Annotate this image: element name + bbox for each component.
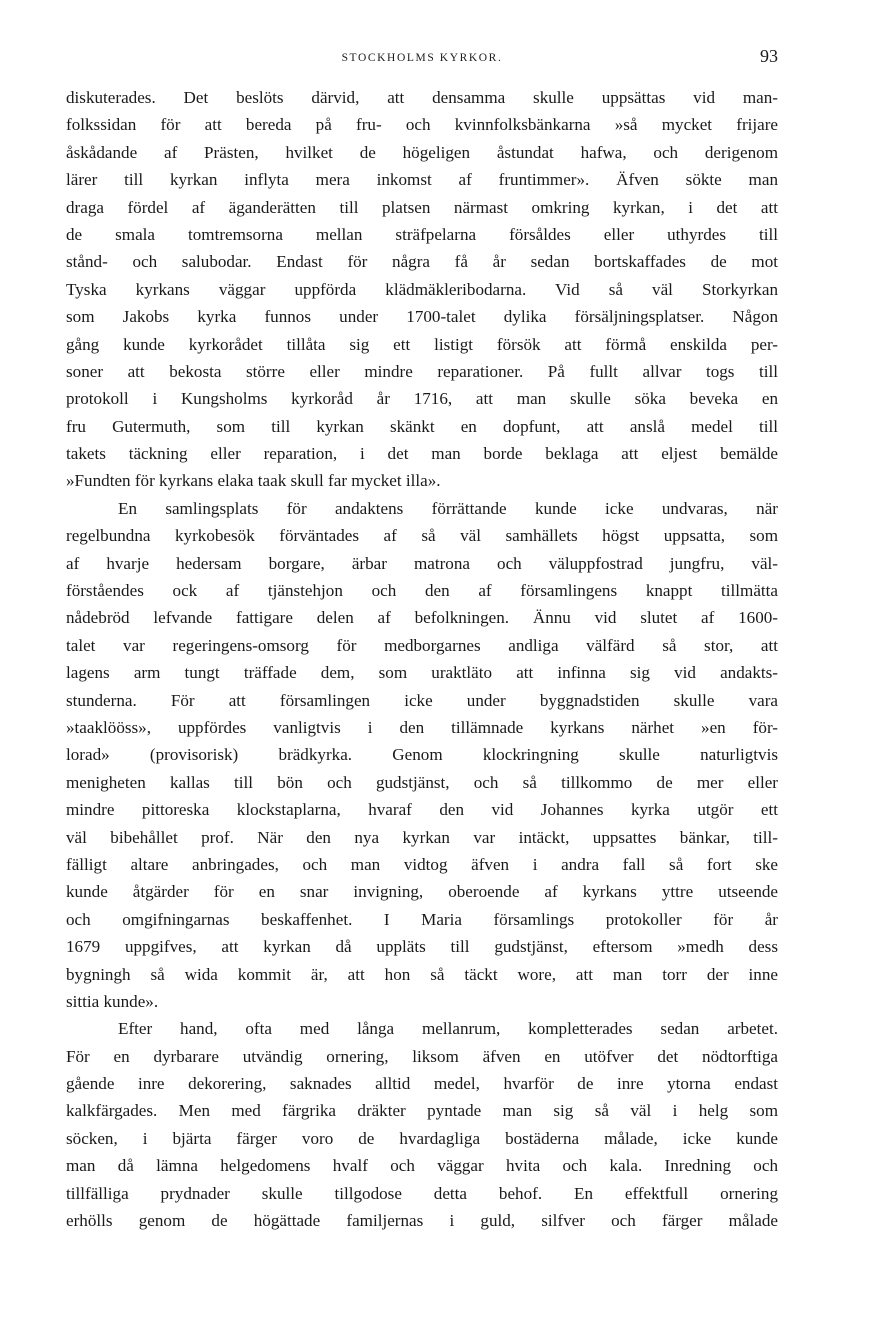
text-line: af hvarje hedersam borgare, ärbar matrona och väluppfostrad jungfru, väl-: [66, 553, 778, 573]
text-line: draga fördel af äganderätten till platsen närmast omkring kyrkan, i det att: [66, 197, 778, 217]
paragraph-start-line: Efter hand, ofta med långa mellanrum, kompletterades sedan arbetet.: [118, 1019, 778, 1039]
paragraph-end-line: sittia kunde».: [66, 991, 159, 1011]
text-line: som Jakobs kyrka funnos under 1700-talet dylika försäljningsplatser. Någon: [66, 307, 778, 327]
text-line: lorad» (provisorisk) brädkyrka. Genom klockringning skulle naturligtvis: [66, 745, 778, 765]
text-line: fru Gutermuth, som till kyrkan skänkt en dopfunt, att anslå medel till: [66, 416, 778, 436]
text-line: talet var regeringens-omsorg för medborgarnes andliga välfärd så stor, att: [66, 635, 778, 655]
text-line: 1679 uppgifves, att kyrkan då uppläts till gudstjänst, eftersom »medh dess: [66, 937, 778, 957]
text-line: stånd- och salubodar. Endast för några få år sedan bortskaffades de mot: [66, 252, 778, 272]
text-line: gång kunde kyrkorådet tillåta sig ett listigt försök att förmå enskilda per-: [66, 334, 778, 354]
text-line: och omgifningarnas beskaffenhet. I Maria församlings protokoller för år: [66, 909, 778, 929]
running-head: STOCKHOLMS KYRKOR.: [341, 52, 503, 64]
text-line: takets täckning eller reparation, i det man borde beklaga att eljest bemälde: [66, 444, 778, 464]
text-line: åskådande af Prästen, hvilket de högeligen åstundat hafwa, och derigenom: [66, 142, 778, 162]
text-line: fälligt altare anbringades, och man vidtog äfven i andra fall så fort ske: [66, 854, 778, 874]
paragraph-start-line: En samlingsplats för andaktens förrättande kunde icke undvaras, när: [118, 498, 778, 518]
text-line: mindre pittoreska klockstaplarna, hvaraf den vid Johannes kyrka utgör ett: [66, 800, 778, 820]
text-line: tillfälliga prydnader skulle tillgodose detta behof. En effektfull ornering: [66, 1183, 778, 1203]
text-line: menigheten kallas till bön och gudstjänst, och så tillkommo de mer eller: [66, 772, 778, 792]
text-line: gående inre dekorering, saknades alltid medel, hvarför de inre ytorna endast: [66, 1074, 778, 1094]
body-text: [66, 84, 778, 1234]
paragraph-end-line: »Fundten för kyrkans elaka taak skull far mycket illa».: [66, 471, 441, 491]
text-line: regelbundna kyrkobesök förväntades af så väl samhällets högst uppsatta, som: [66, 526, 778, 546]
text-line: erhölls genom de högättade familjernas i guld, silfver och färger målade: [66, 1211, 778, 1231]
text-line: diskuterades. Det beslöts därvid, att densamma skulle uppsättas vid man-: [66, 88, 778, 107]
text-line: väl bibehållet prof. När den nya kyrkan var intäckt, uppsattes bänkar, till-: [66, 827, 778, 847]
page-number: 93: [760, 46, 778, 66]
text-line: lagens arm tungt träffade dem, som uraktläto att infinna sig vid andakts-: [66, 663, 778, 683]
text-line: bygningh så wida kommit är, att hon så täckt wore, att man torr der inne: [66, 964, 778, 984]
text-line: nådebröd lefvande fattigare delen af befolkningen. Ännu vid slutet af 1600-: [66, 608, 778, 628]
text-line: soner att bekosta större eller mindre reparationer. På fullt allvar togs till: [66, 361, 778, 381]
text-line: folkssidan för att bereda på fru- och kvinnfolksbänkarna »så mycket frijare: [66, 115, 778, 135]
text-line: man då lämna helgedomens hvalf och väggar hvita och kala. Inredning och: [66, 1156, 778, 1176]
text-line: stunderna. För att församlingen icke under byggnadstiden skulle vara: [66, 690, 778, 710]
text-line: förståendes ock af tjänstehjon och den af församlingens knappt tillmätta: [66, 581, 778, 601]
text-line: de smala tomtremsorna mellan sträfpelarna försåldes eller uthyrdes till: [66, 224, 778, 244]
text-line: kunde åtgärder för en snar invigning, oberoende af kyrkans yttre utseende: [66, 882, 778, 902]
text-line: kalkfärgades. Men med färgrika dräkter pyntade man sig så väl i helg som: [66, 1101, 778, 1121]
text-line: Tyska kyrkans väggar uppförda klädmäkleribodarna. Vid så väl Storkyrkan: [66, 279, 778, 299]
text-line: För en dyrbarare utvändig ornering, liksom äfven en utöfver det nödtorftiga: [66, 1046, 778, 1066]
text-line: söcken, i bjärta färger voro de hvardagliga bostäderna målade, icke kunde: [66, 1128, 778, 1148]
text-line: »taaklööss», uppfördes vanligtvis i den tillämnade kyrkans närhet »en för-: [66, 717, 778, 737]
page-header: [66, 46, 778, 70]
text-line: protokoll i Kungsholms kyrkoråd år 1716, att man skulle söka beveka en: [66, 389, 778, 409]
text-line: lärer till kyrkan inflyta mera inkomst af fruntimmer». Äfven sökte man: [66, 170, 778, 190]
